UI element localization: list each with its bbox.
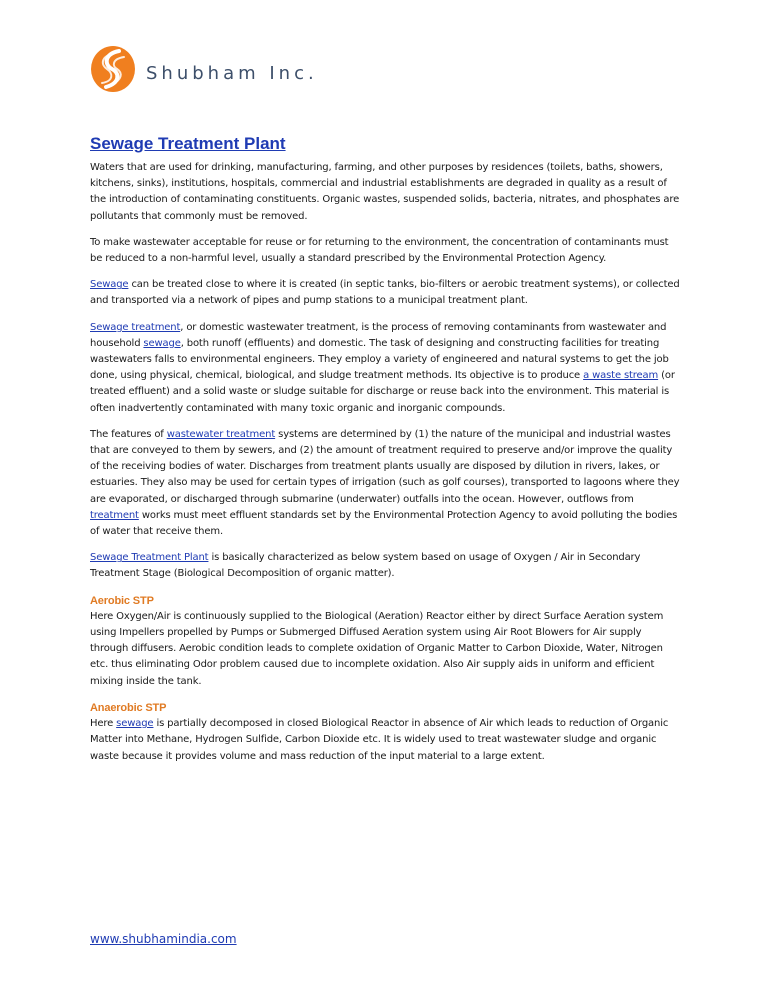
paragraph-5-text-2: systems are determined by (1) the nature of the municipal and industrial wastes that are conveyed to them by sewers, and (2) the amount of treatment required to preserve and/or improve the quality of the receiving bodies of water. Discharges from treatment plants usually are disposed by dilution in rivers, lakes, or estuaries. They also may be used for certain types of irrigation (such as golf courses), transported to lagoons where they are evaporated, or discharged through submarine (underwater) outfalls into the ocean. However, outflows from: [90, 428, 680, 505]
aerobic-heading: Aerobic STP: [90, 594, 154, 607]
paragraph-6: [90, 550, 682, 582]
aerobic-section: [90, 593, 682, 690]
wastewater-treatment-link[interactable]: wastewater treatment: [166, 428, 276, 440]
paragraph-5-text-3: works must meet effluent standards set by the Environmental Protection Agency to avoid polluting the bodies of water that receive them.: [90, 509, 678, 538]
sewage-link[interactable]: Sewage: [90, 279, 129, 291]
aerobic-text: Here Oxygen/Air is continuously supplied to the Biological (Aeration) Reactor either by direct Surface Aeration system using Impellers propelled by Pumps or Submerged Diffused Aeration system using Air Root Blowers for Air supply through diffusers. Aerobic condition leads to complete oxidation of Organic Matter to Carbon Dioxide, Water, Nitrogen etc. thus eliminating Odor problem caused due to incomplete oxidation. Also Air supply aids in uniform and efficient mixing inside the tank.: [90, 610, 664, 687]
paragraph-1: Waters that are used for drinking, manufacturing, farming, and other purposes by residences (toilets, baths, showers, kitchens, sinks), institutions, hospitals, commercial and industrial establishments are degraded in quality as a result of the introduction of contaminating constituents. Organic wastes, suspended solids, bacteria, nitrates, and phosphates are pollutants that commonly must be removed.: [90, 162, 680, 222]
swirl-s-logo-icon: [90, 45, 136, 93]
anaerobic-section: [90, 700, 682, 765]
company-name: Shubham Inc.: [146, 62, 318, 84]
waste-stream-link[interactable]: a waste stream: [583, 370, 659, 382]
page-title[interactable]: Sewage Treatment Plant: [90, 134, 286, 153]
paragraph-3: [90, 277, 682, 309]
document-body: [90, 134, 682, 775]
sewage-treatment-link[interactable]: Sewage treatment: [90, 321, 181, 333]
paragraph-2: To make wastewater acceptable for reuse or for returning to the environment, the concentration of contaminants must be reduced to a non-harmful level, usually a standard prescribed by the Environmental Protection Agency.: [90, 236, 669, 265]
paragraph-4-text-2: , both runoff (effluents) and domestic. The task of designing and constructing facilities for treating wastewaters falls to environmental engineers. They employ a variety of engineered and natural systems to get the job done, using physical, chemical, biological, and sludge treatment methods. Its objective is to produce: [90, 337, 669, 382]
anaerobic-text-1: Here: [90, 718, 117, 730]
sewage-link-2[interactable]: sewage: [143, 337, 181, 349]
paragraph-5: [90, 427, 682, 540]
paragraph-6-text: is basically characterized as below system based on usage of Oxygen / Air in Secondary Treatment Stage (Biological Decomposition of organic matter).: [90, 552, 641, 580]
paragraph-5-text-1: The features of: [90, 428, 167, 440]
anaerobic-sewage-link[interactable]: sewage: [116, 718, 154, 730]
paragraph-3-text: can be treated close to where it is created (in septic tanks, bio-filters or aerobic treatment systems), or collected and transported via a network of pipes and pump stations to a municipal treatment plant.: [90, 279, 680, 307]
company-logo: [90, 45, 318, 93]
footer-website-link[interactable]: www.shubhamindia.com: [90, 932, 237, 946]
paragraph-4: [90, 320, 682, 417]
anaerobic-heading: Anaerobic STP: [90, 701, 167, 714]
paragraph-4-text-1: , or domestic wastewater treatment, is the process of removing contaminants from wastewater and household: [90, 321, 667, 349]
paragraph-4-text-3: (or treated effluent) and a solid waste or sludge suitable for discharge or reuse back into the environment. This material is often inadvertently contaminated with many toxic organic and inorganic compounds.: [90, 370, 675, 414]
anaerobic-text-2: is partially decomposed in closed Biological Reactor in absence of Air which leads to reduction of Organic Matter into Methane, Hydrogen Sulfide, Carbon Dioxide etc. It is widely used to treat wastewater sludge and organic waste because it provides volume and mass reduction of the input material to a large extent.: [90, 718, 669, 762]
sewage-treatment-plant-link[interactable]: Sewage Treatment Plant: [90, 552, 209, 564]
treatment-link[interactable]: treatment: [90, 509, 139, 521]
